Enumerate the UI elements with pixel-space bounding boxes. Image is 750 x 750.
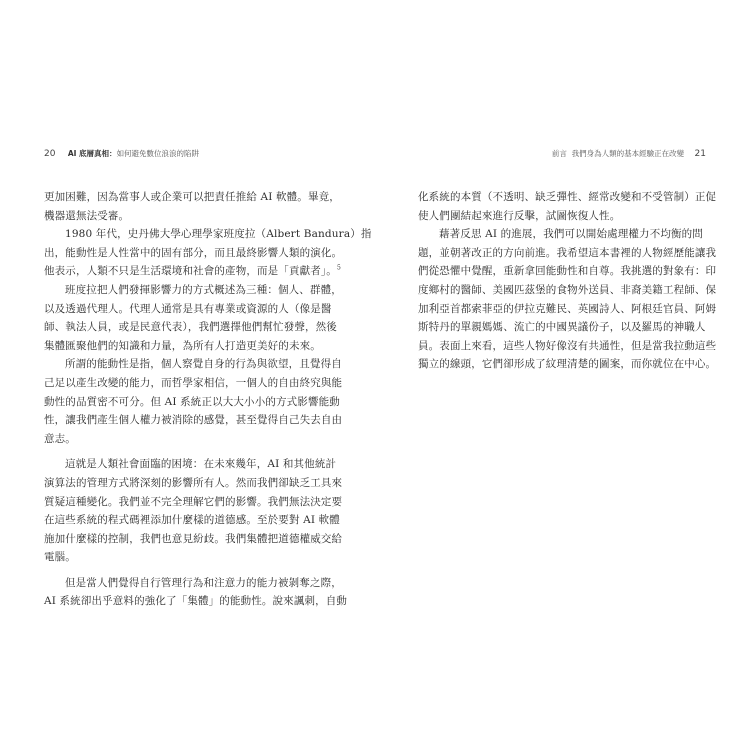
page-number-right: 21 bbox=[694, 149, 706, 159]
right-running-header bbox=[552, 149, 706, 159]
text-line: 在這些系統的程式碼裡添加什麼樣的道德感。至於要對 AI 軟體 bbox=[44, 514, 340, 527]
left-running-header bbox=[44, 149, 199, 159]
text-line: 題，並朝著改正的方向前進。我希望這本書裡的人物經歷能讓我 bbox=[418, 246, 717, 259]
chapter-label: 前言 bbox=[551, 149, 567, 158]
text-line: 但是當人們覺得自行管理行為和注意力的能力被剝奪之際， bbox=[65, 576, 342, 589]
text-line: 師、執法人員，或是民意代表），我們選擇他們幫忙發聲，然後 bbox=[44, 321, 337, 334]
book-title: AI 底層真相： bbox=[67, 149, 117, 158]
text-line: 演算法的管理方式將深刻的影響所有人。然而我們卻缺乏工具來 bbox=[44, 476, 343, 489]
text-line: 們從恐懼中覺醒，重新拿回能動性和自尊。我挑選的對象有：印 bbox=[418, 265, 717, 278]
text-line: 質疑這種變化。我們並不完全理解它們的影響。我們無法決定要 bbox=[44, 495, 343, 508]
paragraph bbox=[44, 355, 343, 448]
text-line: 這就是人類社會面臨的困境：在未來幾年，AI 和其他統計 bbox=[65, 458, 337, 471]
text-line: 施加什麼樣的控制，我們也意見紛歧。我們集體把道德權威交給 bbox=[44, 532, 343, 545]
page-number-left: 20 bbox=[44, 149, 56, 159]
paragraph bbox=[44, 455, 343, 567]
left-body-text bbox=[44, 188, 372, 611]
text-line: 出，能動性是人性當中的固有部分，而且最終影響人類的演化。 bbox=[44, 246, 343, 259]
right-body-text bbox=[418, 188, 717, 374]
text-line: 藉著反思 AI 的進展，我們可以開始處理權力不均衡的問 bbox=[439, 228, 703, 241]
paragraph bbox=[418, 225, 717, 374]
text-line: 班度拉把人們發揮影響力的方式概述為三種：個人、群體， bbox=[65, 283, 342, 296]
right-page bbox=[375, 0, 750, 750]
text-line: 加利亞首都索菲亞的伊拉克難民、英國詩人、阿根廷官員、阿姆 bbox=[418, 302, 717, 315]
text-line: 機器還無法受審。 bbox=[44, 209, 130, 222]
text-line: 以及透過代理人。代理人通常是具有專業或資源的人（像是醫 bbox=[44, 302, 332, 315]
paragraph bbox=[44, 574, 348, 611]
text-line: 員。表面上來看，這些人物好像沒有共通性，但是當我拉動這些 bbox=[418, 339, 717, 352]
text-line: 性，讓我們產生個人權力被消除的感覺，甚至覺得自己失去自由 bbox=[44, 414, 343, 427]
paragraph bbox=[44, 225, 372, 281]
text-line: 所謂的能動性是指，個人察覺自身的行為與欲望，且覺得自 bbox=[65, 358, 342, 371]
text-line: 1980 年代，史丹佛大學心理學家班度拉（Albert Bandura）指 bbox=[65, 228, 372, 241]
text-line: 動性的品質密不可分。但 AI 系統正以大大小小的方式影響能動 bbox=[44, 395, 340, 408]
text-line: 獨立的線頭，它們卻形成了紋理清楚的圖案，而你就位在中心。 bbox=[418, 358, 717, 371]
text-line: 己足以產生改變的能力，而哲學家相信，一個人的自由終究與能 bbox=[44, 376, 343, 389]
text-line: 斯特丹的單親媽媽、流亡的中國異議份子，以及羅馬的神職人 bbox=[418, 321, 706, 334]
text-line: 更加困難，因為當事人或企業可以把責任推給 AI 軟體。畢竟， bbox=[44, 191, 340, 203]
paragraph bbox=[44, 188, 340, 225]
text-line: 集體匯聚他們的知識和力量，為所有人打造更美好的未來。 bbox=[44, 339, 321, 352]
footnote-marker: 5 bbox=[336, 264, 341, 272]
chapter-title: 我們身為人類的基本經驗正在改變 bbox=[571, 149, 685, 158]
text-line: 化系統的本質（不透明、缺乏彈性、經常改變和不受管制）正促 bbox=[418, 191, 717, 203]
text-line: 使人們團結起來進行反擊，試圖恢復人性。 bbox=[418, 209, 621, 222]
text-line: 度鄉村的醫師、美國匹茲堡的食物外送員、非裔美籍工程師、保 bbox=[418, 283, 717, 296]
text-line: 他表示，人類不只是生活環境和社會的產物，而是「貢獻者」。$^5$ bbox=[44, 264, 341, 278]
book-subtitle: 如何避免數位浪浪的陷阱 bbox=[116, 149, 200, 158]
text-line: AI 系統卻出乎意料的強化了「集體」的能動性。說來諷刺，自動 bbox=[44, 595, 348, 608]
text-line: 意志。 bbox=[44, 432, 76, 445]
paragraph bbox=[418, 188, 717, 225]
paragraph bbox=[44, 281, 342, 355]
text-line: 電腦。 bbox=[44, 551, 76, 564]
